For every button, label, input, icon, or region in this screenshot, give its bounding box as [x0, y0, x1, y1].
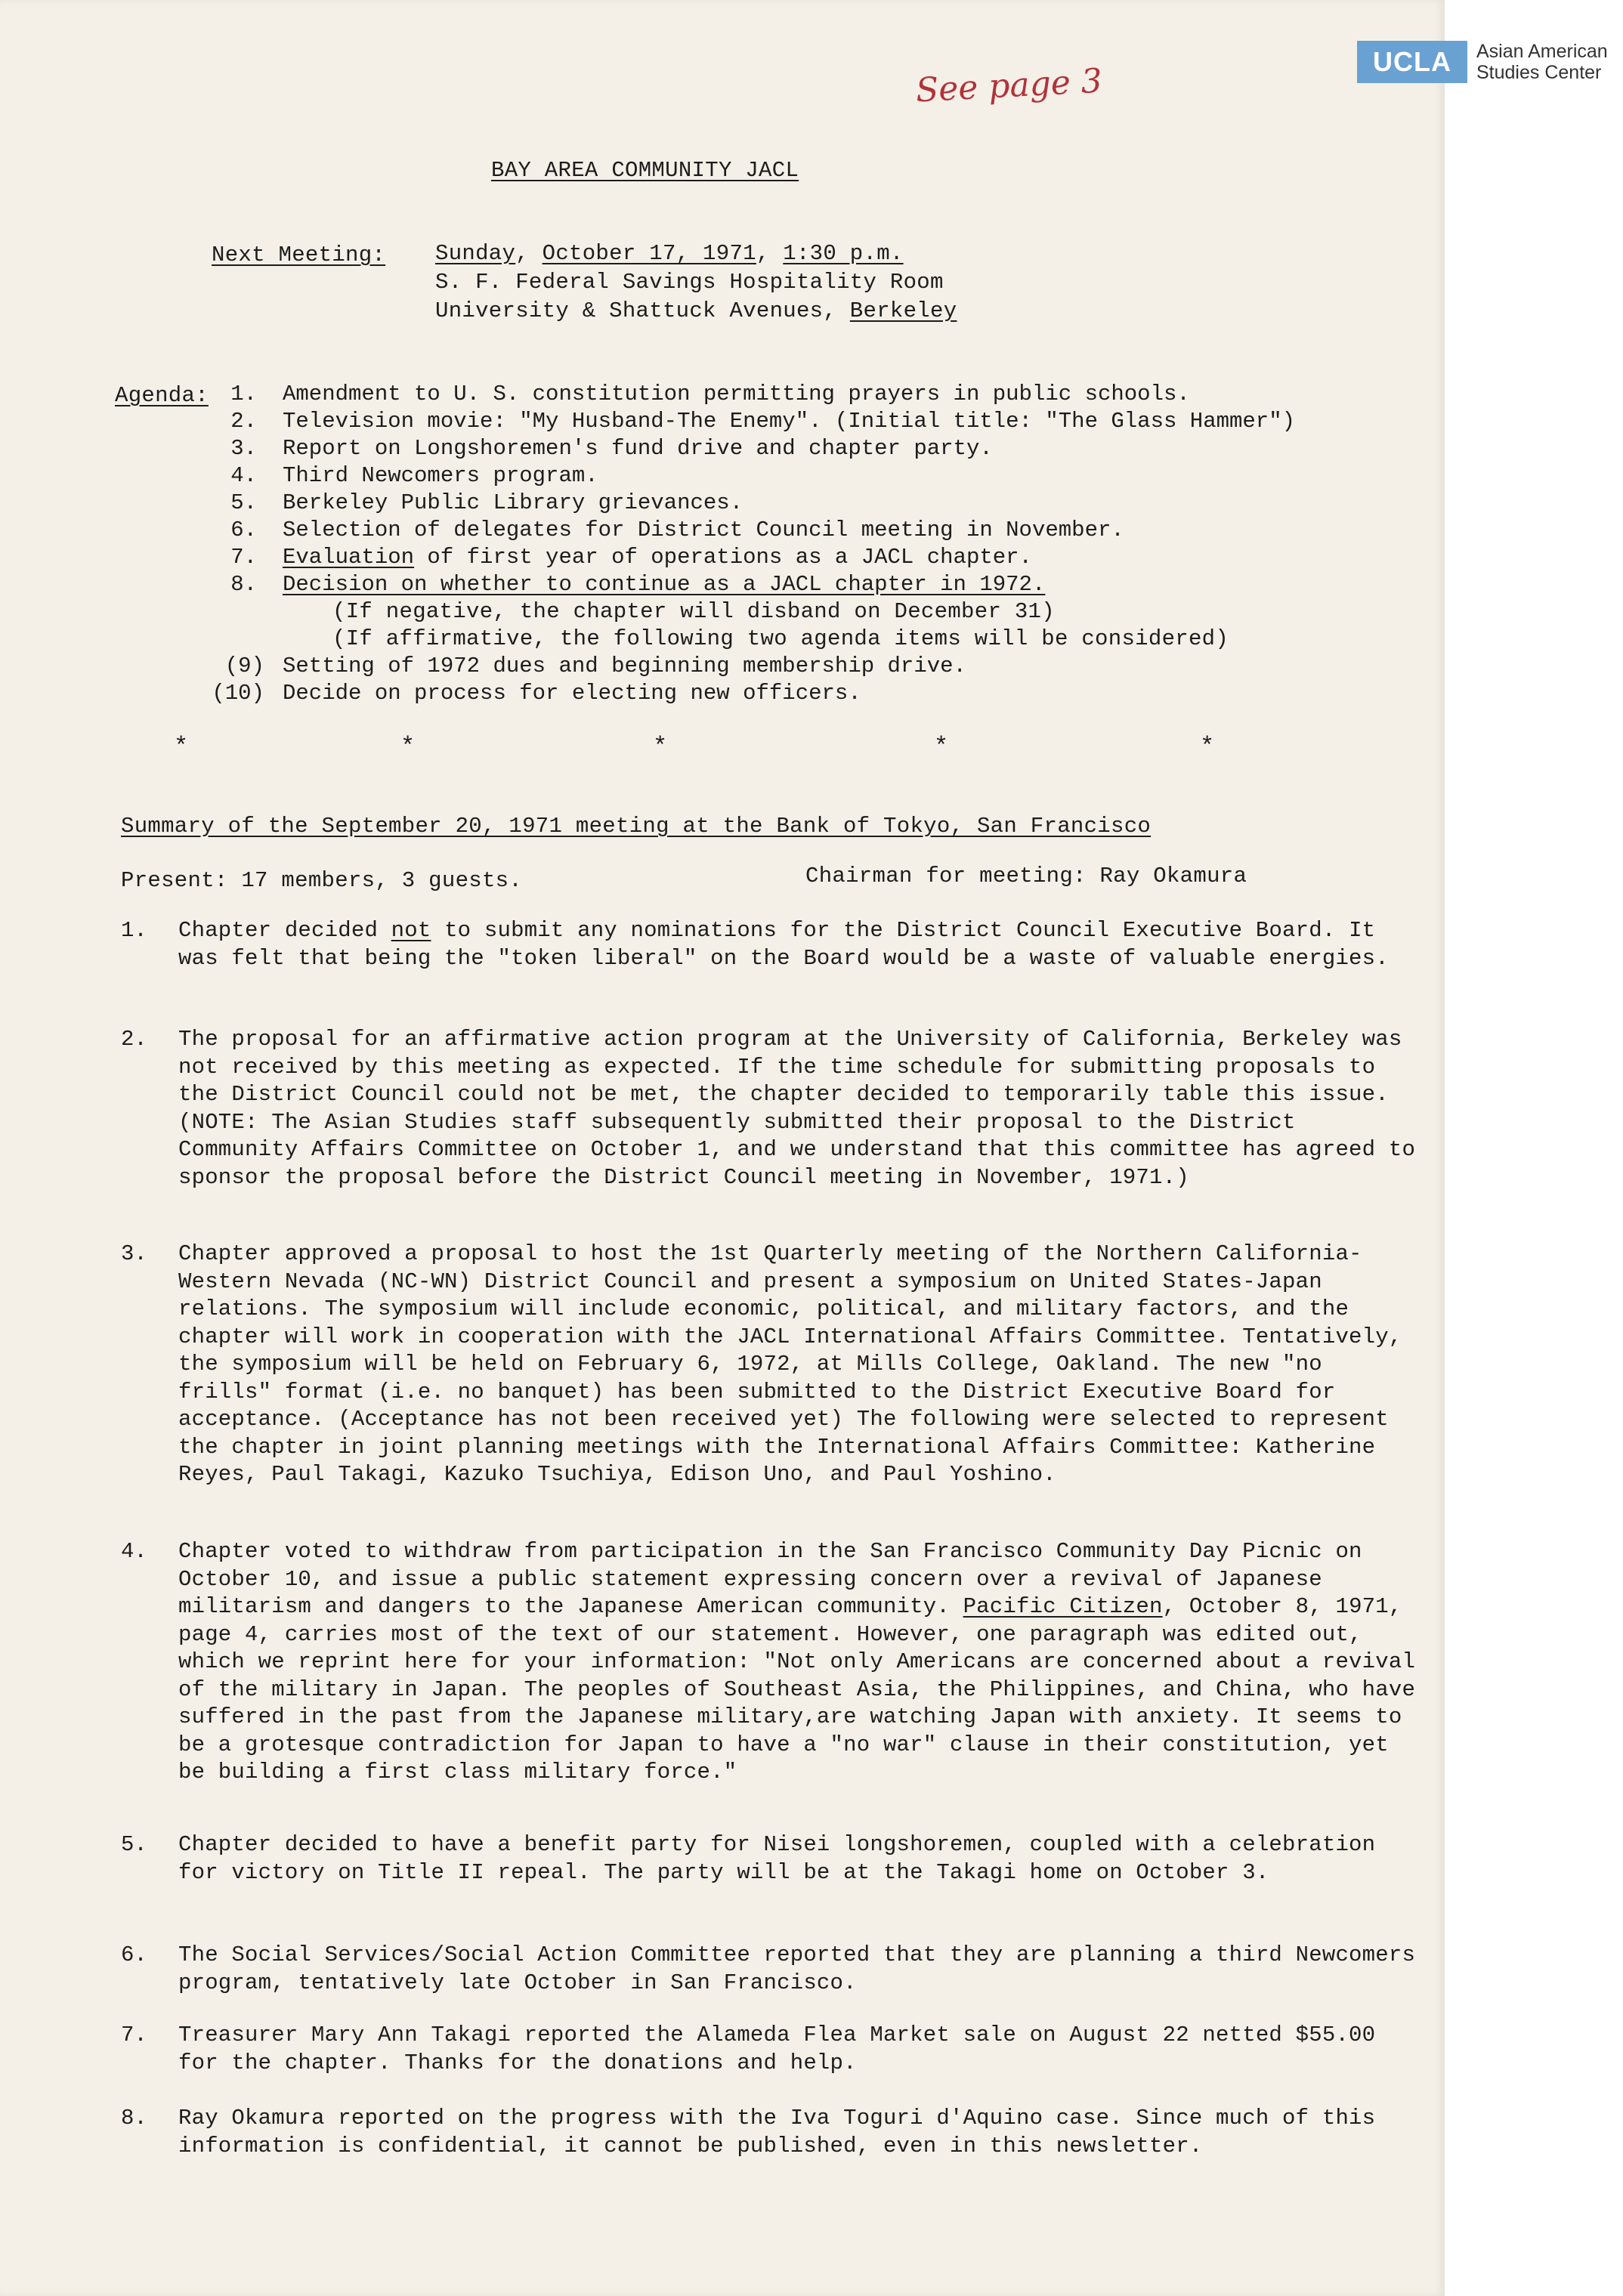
agenda-item-rest: of first year of operations as a JACL chapter. [414, 545, 1032, 570]
separator-star: * [400, 733, 416, 761]
agenda-item-text [283, 571, 1045, 598]
agenda-item-text: Decide on process for electing new officers. [283, 681, 861, 706]
summary-item-number: 1. [121, 918, 147, 943]
agenda-conditional-negative: (If negative, the chapter will disband on December 31) [332, 599, 1055, 624]
agenda-item-text: Berkeley Public Library grievances. [283, 490, 743, 515]
document-title: BAY AREA COMMUNITY JACL [491, 158, 799, 183]
agenda-item-text [283, 544, 1032, 571]
meeting-address [435, 298, 957, 325]
agenda-item-text: Amendment to U. S. constitution permitting prayers in public schools. [283, 382, 1190, 406]
meeting-date: October 17, 1971 [542, 241, 756, 266]
agenda-item-text: Setting of 1972 dues and beginning membership drive. [283, 654, 966, 678]
meeting-city: Berkeley [849, 298, 957, 323]
summary-item-text: The proposal for an affirmative action program at the University of California, Berkeley was not received by this meeting as expected. If the time schedule for submitting proposals to the District Council could not be met, the chapter decided to temporarily table this issue. (NOTE: The Asian Studies staff subsequently submitted their proposal to the District Community Affairs Committee on October 1, and we understand that this committee has agreed to sponsor the proposal before the District Council meeting in November, 1971.) [178, 1027, 1416, 1190]
agenda-item-number: (10) [212, 681, 264, 706]
meeting-day: Sunday [435, 241, 516, 266]
handwritten-note: See page 3 [914, 61, 1103, 110]
agenda-item-number: 1. [230, 382, 257, 406]
summary-item-text: Ray Okamura reported on the progress with the Iva Toguri d'Aquino case. Since much of this information is confidential, it cannot be published, even in this newsletter. [178, 2106, 1376, 2158]
next-meeting-label: Next Meeting: [212, 243, 386, 267]
agenda-item-number: 6. [230, 518, 257, 542]
summary-item-text [178, 1538, 1417, 1787]
next-meeting-datetime: Sunday, October 17, 1971, 1:30 p.m. [435, 241, 904, 266]
agenda-item-number: 7. [230, 545, 257, 570]
summary-present: Present: 17 members, 3 guests. [121, 868, 523, 893]
summary-item-text: The Social Services/Social Action Committee reported that they are planning a third Newcomers program, tentatively late October in San Francisco. [178, 1942, 1416, 1995]
text-emphasis: not [391, 918, 431, 943]
agenda-label: Agenda: [115, 383, 209, 408]
agenda-item-number: 3. [230, 436, 257, 461]
agenda-item-text: Television movie: "My Husband-The Enemy". (Initial title: "The Glass Hammer") [283, 409, 1296, 434]
summary-item-text [178, 917, 1417, 972]
summary-item-number: 6. [121, 1942, 147, 1967]
publication-title: Pacific Citizen [963, 1594, 1163, 1619]
summary-item-number: 5. [121, 1832, 147, 1857]
agenda-item-number: 2. [230, 409, 257, 434]
summary-chairman: Chairman for meeting: Ray Okamura [805, 864, 1247, 888]
ucla-logo: UCLA [1357, 41, 1467, 83]
agenda-conditional-affirmative: (If affirmative, the following two agenda items will be considered) [332, 626, 1229, 651]
text-run: Chapter decided [178, 918, 391, 943]
agenda-item-emphasis: Evaluation [283, 545, 415, 570]
separator-star: * [174, 733, 189, 761]
summary-item-text: Chapter decided to have a benefit party for Nisei longshoremen, coupled with a celebration for victory on Title II repeal. The party will be at the Takagi home on October 3. [178, 1832, 1376, 1885]
summary-item-number: 7. [121, 2023, 147, 2047]
summary-item-text: Treasurer Mary Ann Takagi reported the Alameda Flea Market sale on August 22 netted $55.00 for the chapter. Thanks for the donations and help. [178, 2023, 1376, 2075]
summary-item-number: 3. [121, 1241, 147, 1266]
ucla-aasc-watermark [1357, 41, 1608, 83]
separator-star: * [934, 733, 949, 761]
summary-item-number: 8. [121, 2106, 147, 2131]
meeting-address-street: University & Shattuck Avenues, [435, 298, 850, 323]
agenda-item-number: 5. [230, 490, 257, 515]
summary-heading: Summary of the September 20, 1971 meeting at the Bank of Tokyo, San Francisco [121, 814, 1152, 839]
agenda-item-emphasis: Decision on whether to continue as a JACL chapter in 1972. [283, 572, 1046, 597]
text-run: Chapter voted to withdraw from participation in the San Francisco Community Day Picnic on October 10, and issue a public statement expressing concern over a revival of Japanese militarism and dangers to the Japanese American community. [178, 1539, 1362, 1619]
aasc-name-line1: Asian American [1476, 41, 1608, 62]
meeting-time: 1:30 p.m. [783, 241, 904, 266]
agenda-item-text: Report on Longshoremen's fund drive and chapter party. [283, 436, 993, 461]
text-run: to submit any nominations for the District Council Executive Board. It was felt that being the "token liberal" on the Board would be a waste of valuable energies. [178, 918, 1389, 971]
separator-star: * [653, 733, 668, 761]
text-run: , October 8, 1971, page 4, carries most of the text of our statement. However, one paragraph was edited out, which we reprint here for your information: "Not only Americans are concerned about a revival of the military in Japan. The peoples of Southeast Asia, the Philippines, and China, who have suffered in the past from the Japanese military,are watching Japan with anxiety. It seems to be a grotesque contradiction for Japan to have a "no war" clause in their constitution, yet be building a first class military force." [178, 1594, 1416, 1785]
agenda-item-number: (9) [224, 654, 264, 678]
agenda-item-number: 8. [230, 572, 257, 597]
separator-star: * [1200, 733, 1215, 761]
summary-item-number: 4. [121, 1539, 147, 1564]
meeting-place: S. F. Federal Savings Hospitality Room [435, 270, 944, 295]
summary-item-text: Chapter approved a proposal to host the 1st Quarterly meeting of the Northern California-Western Nevada (NC-WN) District Council and present a symposium on United States-Japan relations. The symposium will include economic, political, and military factors, and the chapter will work in cooperation with the JACL International Affairs Committee. Tentatively, the symposium will be held on February 6, 1972, at Mills College, Oakland. The new "no frills" format (i.e. no banquet) has been submitted to the District Executive Board for acceptance. (Acceptance has not been received yet) The following were selected to represent the chapter in joint planning meetings with the International Affairs Committee: Katherine Reyes, Paul Takagi, Kazuko Tsuchiya, Edison Uno, and Paul Yoshino. [178, 1241, 1402, 1487]
summary-item-number: 2. [121, 1027, 147, 1052]
agenda-item-text: Selection of delegates for District Council meeting in November. [283, 518, 1124, 542]
agenda-item-number: 4. [230, 463, 257, 488]
agenda-item-text: Third Newcomers program. [283, 463, 598, 488]
aasc-name [1476, 41, 1608, 83]
aasc-name-line2: Studies Center [1476, 62, 1602, 83]
